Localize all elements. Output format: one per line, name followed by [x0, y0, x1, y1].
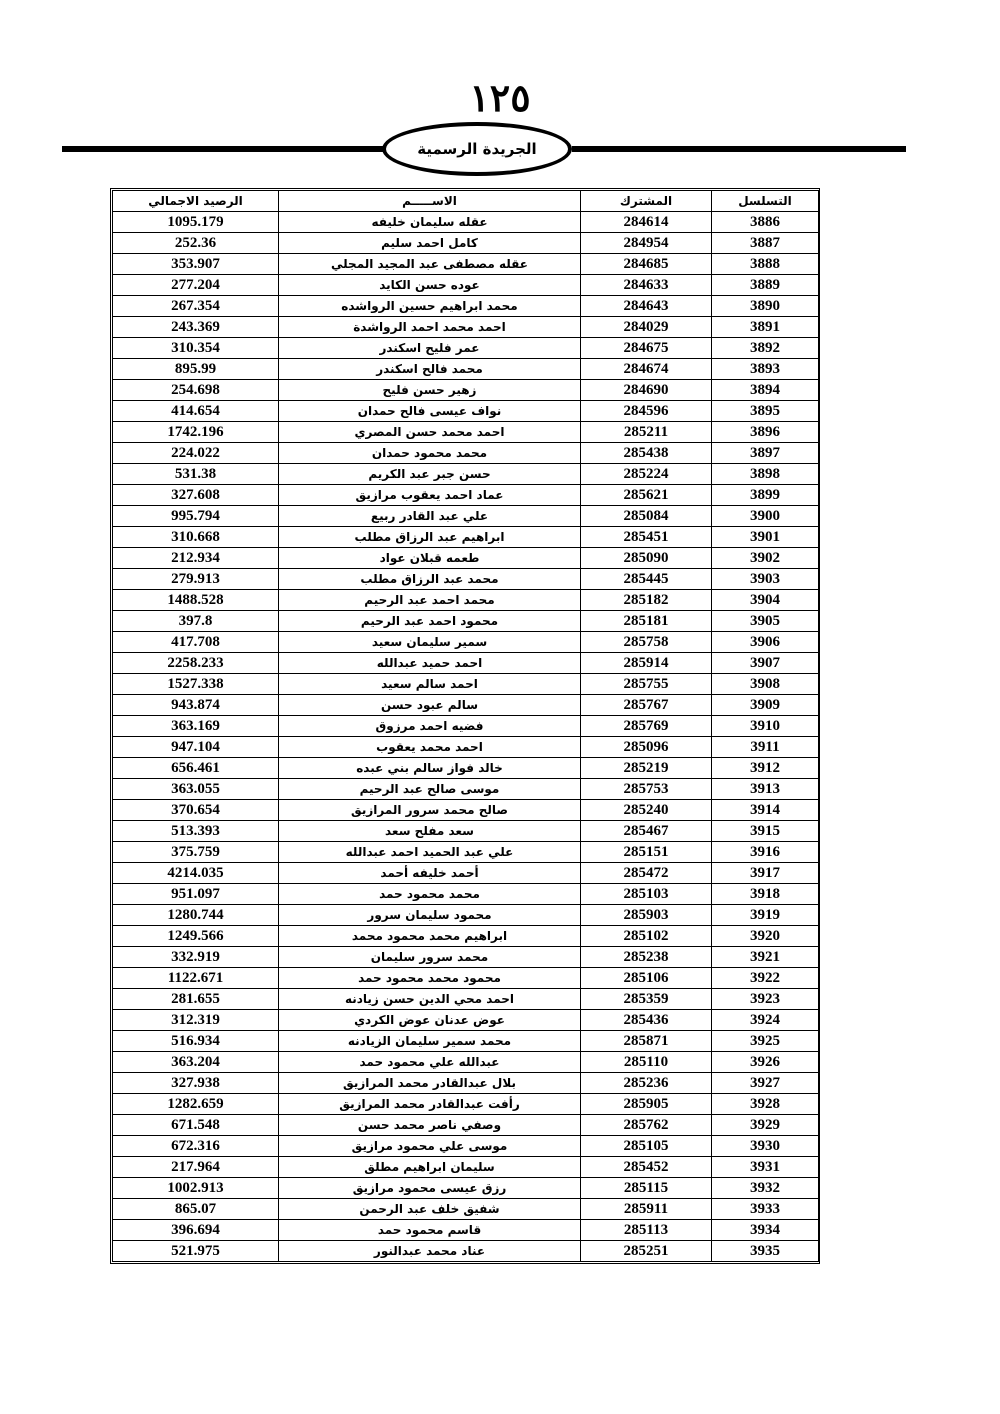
cell-balance: 995.794 — [113, 506, 279, 527]
cell-balance: 531.38 — [113, 464, 279, 485]
cell-subscriber: 285871 — [581, 1031, 712, 1052]
table-row — [113, 359, 819, 380]
cell-serial: 3917 — [712, 863, 819, 884]
table-row — [113, 254, 819, 275]
cell-name: بلال عبدالقادر محمد المرازيق — [279, 1073, 581, 1094]
page-number: ١٢٥ — [469, 75, 531, 120]
table-row — [113, 485, 819, 506]
cell-serial: 3904 — [712, 590, 819, 611]
table-row — [113, 1220, 819, 1241]
cell-serial: 3923 — [712, 989, 819, 1010]
cell-subscriber: 284954 — [581, 233, 712, 254]
cell-serial: 3899 — [712, 485, 819, 506]
cell-balance: 417.708 — [113, 632, 279, 653]
cell-serial: 3934 — [712, 1220, 819, 1241]
table-row — [113, 233, 819, 254]
cell-balance: 375.759 — [113, 842, 279, 863]
cell-name: رأفت عبدالقادر محمد المرازيق — [279, 1094, 581, 1115]
cell-name: سليمان ابراهيم مطلق — [279, 1157, 581, 1178]
cell-subscriber: 284675 — [581, 338, 712, 359]
cell-name: صالح محمد سرور المرازيق — [279, 800, 581, 821]
cell-subscriber: 285467 — [581, 821, 712, 842]
cell-balance: 363.204 — [113, 1052, 279, 1073]
cell-serial: 3928 — [712, 1094, 819, 1115]
cell-serial: 3891 — [712, 317, 819, 338]
cell-serial: 3896 — [712, 422, 819, 443]
cell-balance: 281.655 — [113, 989, 279, 1010]
cell-name: خالد فواز سالم بني عبده — [279, 758, 581, 779]
cell-balance: 672.316 — [113, 1136, 279, 1157]
table-row — [113, 296, 819, 317]
cell-name: سمير سليمان سعيد — [279, 632, 581, 653]
table-row — [113, 926, 819, 947]
header-subscriber: المشترك — [581, 191, 712, 212]
cell-balance: 254.698 — [113, 380, 279, 401]
cell-serial: 3929 — [712, 1115, 819, 1136]
cell-subscriber: 284633 — [581, 275, 712, 296]
cell-serial: 3898 — [712, 464, 819, 485]
table-row — [113, 863, 819, 884]
cell-serial: 3918 — [712, 884, 819, 905]
cell-subscriber: 285758 — [581, 632, 712, 653]
table-row — [113, 464, 819, 485]
cell-name: شفيق خلف عبد الرحمن — [279, 1199, 581, 1220]
cell-subscriber: 285238 — [581, 947, 712, 968]
table-row — [113, 422, 819, 443]
cell-name: رزق عيسى محمود مرازيق — [279, 1178, 581, 1199]
cell-name: نواف عيسى فالح حمدان — [279, 401, 581, 422]
table-row — [113, 1157, 819, 1178]
cell-subscriber: 284614 — [581, 212, 712, 233]
cell-serial: 3911 — [712, 737, 819, 758]
cell-serial: 3894 — [712, 380, 819, 401]
table-row — [113, 758, 819, 779]
cell-balance: 1002.913 — [113, 1178, 279, 1199]
table-row — [113, 1115, 819, 1136]
cell-balance: 1249.566 — [113, 926, 279, 947]
cell-subscriber: 285452 — [581, 1157, 712, 1178]
cell-name: زهير حسن فليح — [279, 380, 581, 401]
header-rule-right — [572, 146, 906, 152]
table-row — [113, 695, 819, 716]
table-row — [113, 590, 819, 611]
table-row — [113, 905, 819, 926]
cell-subscriber: 284685 — [581, 254, 712, 275]
cell-balance: 1742.196 — [113, 422, 279, 443]
cell-serial: 3935 — [712, 1241, 819, 1262]
cell-serial: 3892 — [712, 338, 819, 359]
subscribers-table — [112, 190, 819, 1262]
cell-subscriber: 285753 — [581, 779, 712, 800]
cell-name: عمر فليح اسكندر — [279, 338, 581, 359]
cell-serial: 3926 — [712, 1052, 819, 1073]
cell-serial: 3932 — [712, 1178, 819, 1199]
cell-serial: 3905 — [712, 611, 819, 632]
cell-serial: 3888 — [712, 254, 819, 275]
table-row — [113, 611, 819, 632]
cell-name: محمد احمد عبد الرحيم — [279, 590, 581, 611]
cell-name: عوض عدنان عوض الكردي — [279, 1010, 581, 1031]
cell-name: محمود سليمان سرور — [279, 905, 581, 926]
cell-balance: 865.07 — [113, 1199, 279, 1220]
cell-subscriber: 285224 — [581, 464, 712, 485]
cell-name: عقله مصطفى عبد المجيد المجلي — [279, 254, 581, 275]
cell-subscriber: 285251 — [581, 1241, 712, 1262]
cell-balance: 363.169 — [113, 716, 279, 737]
cell-serial: 3895 — [712, 401, 819, 422]
cell-subscriber: 285767 — [581, 695, 712, 716]
cell-subscriber: 285240 — [581, 800, 712, 821]
cell-subscriber: 285090 — [581, 548, 712, 569]
cell-serial: 3927 — [712, 1073, 819, 1094]
cell-subscriber: 284690 — [581, 380, 712, 401]
cell-balance: 671.548 — [113, 1115, 279, 1136]
cell-subscriber: 285084 — [581, 506, 712, 527]
cell-subscriber: 284029 — [581, 317, 712, 338]
table-row — [113, 1052, 819, 1073]
cell-name: عماد احمد يعقوب مرازيق — [279, 485, 581, 506]
cell-serial: 3909 — [712, 695, 819, 716]
cell-subscriber: 284596 — [581, 401, 712, 422]
header-name: الاســـــم — [279, 191, 581, 212]
cell-balance: 2258.233 — [113, 653, 279, 674]
cell-subscriber: 285621 — [581, 485, 712, 506]
cell-subscriber: 285436 — [581, 1010, 712, 1031]
cell-balance: 1122.671 — [113, 968, 279, 989]
table-row — [113, 569, 819, 590]
cell-balance: 212.934 — [113, 548, 279, 569]
cell-serial: 3900 — [712, 506, 819, 527]
cell-name: كامل احمد سليم — [279, 233, 581, 254]
cell-balance: 1280.744 — [113, 905, 279, 926]
table-row — [113, 1073, 819, 1094]
cell-subscriber: 285445 — [581, 569, 712, 590]
cell-balance: 396.694 — [113, 1220, 279, 1241]
cell-subscriber: 285451 — [581, 527, 712, 548]
journal-title-oval — [382, 122, 572, 176]
table-row — [113, 1136, 819, 1157]
cell-name: قاسم محمود حمد — [279, 1220, 581, 1241]
cell-subscriber: 285115 — [581, 1178, 712, 1199]
cell-subscriber: 285106 — [581, 968, 712, 989]
cell-name: احمد سالم سعيد — [279, 674, 581, 695]
cell-subscriber: 285911 — [581, 1199, 712, 1220]
cell-name: موسى صالح عبد الرحيم — [279, 779, 581, 800]
cell-subscriber: 285096 — [581, 737, 712, 758]
table-row — [113, 884, 819, 905]
cell-subscriber: 285181 — [581, 611, 712, 632]
cell-name: عبدالله علي محمود حمد — [279, 1052, 581, 1073]
cell-name: سالم عبود حسن — [279, 695, 581, 716]
table-row — [113, 1094, 819, 1115]
table-header-row — [113, 191, 819, 212]
cell-serial: 3903 — [712, 569, 819, 590]
cell-serial: 3901 — [712, 527, 819, 548]
cell-name: علي عبد الحميد احمد عبدالله — [279, 842, 581, 863]
table-row — [113, 632, 819, 653]
table-row — [113, 317, 819, 338]
cell-name: احمد محمد حسن المصري — [279, 422, 581, 443]
cell-balance: 414.654 — [113, 401, 279, 422]
cell-subscriber: 285151 — [581, 842, 712, 863]
cell-serial: 3912 — [712, 758, 819, 779]
cell-serial: 3886 — [712, 212, 819, 233]
table-row — [113, 674, 819, 695]
cell-balance: 312.319 — [113, 1010, 279, 1031]
cell-balance: 947.104 — [113, 737, 279, 758]
cell-name: محمد ابراهيم حسين الرواشده — [279, 296, 581, 317]
cell-name: محمد محمود حمدان — [279, 443, 581, 464]
cell-subscriber: 284643 — [581, 296, 712, 317]
cell-serial: 3921 — [712, 947, 819, 968]
cell-balance: 353.907 — [113, 254, 279, 275]
cell-balance: 4214.035 — [113, 863, 279, 884]
journal-title: الجريدة الرسمية — [417, 140, 537, 158]
cell-name: أحمد خليفه أحمد — [279, 863, 581, 884]
cell-subscriber: 285472 — [581, 863, 712, 884]
cell-name: عناد محمد عبدالنور — [279, 1241, 581, 1262]
cell-name: عوده حسن الكايد — [279, 275, 581, 296]
cell-serial: 3907 — [712, 653, 819, 674]
cell-serial: 3931 — [712, 1157, 819, 1178]
table-body — [113, 212, 819, 1262]
cell-serial: 3908 — [712, 674, 819, 695]
cell-balance: 1095.179 — [113, 212, 279, 233]
cell-subscriber: 285914 — [581, 653, 712, 674]
table-row — [113, 380, 819, 401]
table-row — [113, 275, 819, 296]
cell-balance: 267.354 — [113, 296, 279, 317]
cell-serial: 3919 — [712, 905, 819, 926]
cell-serial: 3916 — [712, 842, 819, 863]
cell-balance: 252.36 — [113, 233, 279, 254]
table-row — [113, 800, 819, 821]
cell-balance: 513.393 — [113, 821, 279, 842]
cell-serial: 3922 — [712, 968, 819, 989]
table-row — [113, 989, 819, 1010]
table-row — [113, 527, 819, 548]
table-row — [113, 1178, 819, 1199]
table-row — [113, 842, 819, 863]
cell-subscriber: 285113 — [581, 1220, 712, 1241]
cell-balance: 327.608 — [113, 485, 279, 506]
cell-name: ابراهيم محمد محمود محمد — [279, 926, 581, 947]
cell-balance: 310.354 — [113, 338, 279, 359]
table-row — [113, 653, 819, 674]
cell-name: حسن جبر عبد الكريم — [279, 464, 581, 485]
cell-serial: 3890 — [712, 296, 819, 317]
cell-name: محمد سمير سليمان الزيادنه — [279, 1031, 581, 1052]
cell-balance: 951.097 — [113, 884, 279, 905]
table-row — [113, 338, 819, 359]
cell-subscriber: 284674 — [581, 359, 712, 380]
cell-serial: 3930 — [712, 1136, 819, 1157]
table-row — [113, 212, 819, 233]
cell-name: عقله سليمان خليفه — [279, 212, 581, 233]
cell-serial: 3915 — [712, 821, 819, 842]
cell-subscriber: 285905 — [581, 1094, 712, 1115]
header-balance: الرصيد الاجمالي — [113, 191, 279, 212]
cell-name: احمد حميد عبدالله — [279, 653, 581, 674]
cell-name: محمد محمود حمد — [279, 884, 581, 905]
cell-balance: 363.055 — [113, 779, 279, 800]
table-row — [113, 737, 819, 758]
cell-serial: 3893 — [712, 359, 819, 380]
cell-name: محمود محمد محمود حمد — [279, 968, 581, 989]
cell-subscriber: 285769 — [581, 716, 712, 737]
cell-serial: 3902 — [712, 548, 819, 569]
cell-name: موسى علي محمود مرازيق — [279, 1136, 581, 1157]
table-row — [113, 401, 819, 422]
cell-balance: 1527.338 — [113, 674, 279, 695]
header-rule-left — [62, 146, 386, 152]
table-row — [113, 1199, 819, 1220]
cell-name: محمد عبد الرزاق مطلب — [279, 569, 581, 590]
table-row — [113, 716, 819, 737]
cell-balance: 310.668 — [113, 527, 279, 548]
cell-subscriber: 285182 — [581, 590, 712, 611]
cell-subscriber: 285102 — [581, 926, 712, 947]
cell-serial: 3913 — [712, 779, 819, 800]
cell-subscriber: 285110 — [581, 1052, 712, 1073]
cell-serial: 3914 — [712, 800, 819, 821]
cell-name: سعد مفلح سعد — [279, 821, 581, 842]
cell-name: طعمه قبلان عواد — [279, 548, 581, 569]
cell-balance: 516.934 — [113, 1031, 279, 1052]
table-row — [113, 506, 819, 527]
cell-subscriber: 285438 — [581, 443, 712, 464]
cell-serial: 3933 — [712, 1199, 819, 1220]
table-row — [113, 548, 819, 569]
cell-name: محمد فالح اسكندر — [279, 359, 581, 380]
cell-subscriber: 285236 — [581, 1073, 712, 1094]
cell-serial: 3924 — [712, 1010, 819, 1031]
cell-serial: 3887 — [712, 233, 819, 254]
table-row — [113, 1010, 819, 1031]
header-serial: التسلسل — [712, 191, 819, 212]
cell-name: محمد سرور سليمان — [279, 947, 581, 968]
cell-balance: 1282.659 — [113, 1094, 279, 1115]
cell-name: احمد محمد احمد الرواشدة — [279, 317, 581, 338]
cell-subscriber: 285762 — [581, 1115, 712, 1136]
cell-balance: 332.919 — [113, 947, 279, 968]
cell-name: محمود احمد عبد الرحيم — [279, 611, 581, 632]
table-row — [113, 947, 819, 968]
table-row — [113, 968, 819, 989]
cell-serial: 3910 — [712, 716, 819, 737]
cell-balance: 895.99 — [113, 359, 279, 380]
cell-balance: 327.938 — [113, 1073, 279, 1094]
cell-subscriber: 285103 — [581, 884, 712, 905]
cell-balance: 243.369 — [113, 317, 279, 338]
table-row — [113, 821, 819, 842]
cell-balance: 521.975 — [113, 1241, 279, 1262]
cell-serial: 3897 — [712, 443, 819, 464]
cell-subscriber: 285105 — [581, 1136, 712, 1157]
table-row — [113, 443, 819, 464]
cell-balance: 397.8 — [113, 611, 279, 632]
cell-subscriber: 285219 — [581, 758, 712, 779]
cell-subscriber: 285211 — [581, 422, 712, 443]
cell-name: فضيه احمد مرزوق — [279, 716, 581, 737]
cell-serial: 3925 — [712, 1031, 819, 1052]
cell-balance: 943.874 — [113, 695, 279, 716]
cell-balance: 656.461 — [113, 758, 279, 779]
cell-balance: 1488.528 — [113, 590, 279, 611]
cell-serial: 3889 — [712, 275, 819, 296]
cell-balance: 217.964 — [113, 1157, 279, 1178]
table-row — [113, 1241, 819, 1262]
cell-subscriber: 285359 — [581, 989, 712, 1010]
cell-serial: 3920 — [712, 926, 819, 947]
cell-name: علي عبد القادر ربيع — [279, 506, 581, 527]
table-row — [113, 1031, 819, 1052]
cell-balance: 277.204 — [113, 275, 279, 296]
cell-name: احمد محي الدين حسن زيادنه — [279, 989, 581, 1010]
cell-balance: 279.913 — [113, 569, 279, 590]
cell-serial: 3906 — [712, 632, 819, 653]
cell-balance: 224.022 — [113, 443, 279, 464]
table-row — [113, 779, 819, 800]
cell-subscriber: 285755 — [581, 674, 712, 695]
cell-balance: 370.654 — [113, 800, 279, 821]
cell-subscriber: 285903 — [581, 905, 712, 926]
cell-name: احمد محمد يعقوب — [279, 737, 581, 758]
cell-name: ابراهيم عبد الرزاق مطلب — [279, 527, 581, 548]
subscribers-table-frame — [110, 188, 820, 1264]
cell-name: وصفي ناصر محمد حسن — [279, 1115, 581, 1136]
